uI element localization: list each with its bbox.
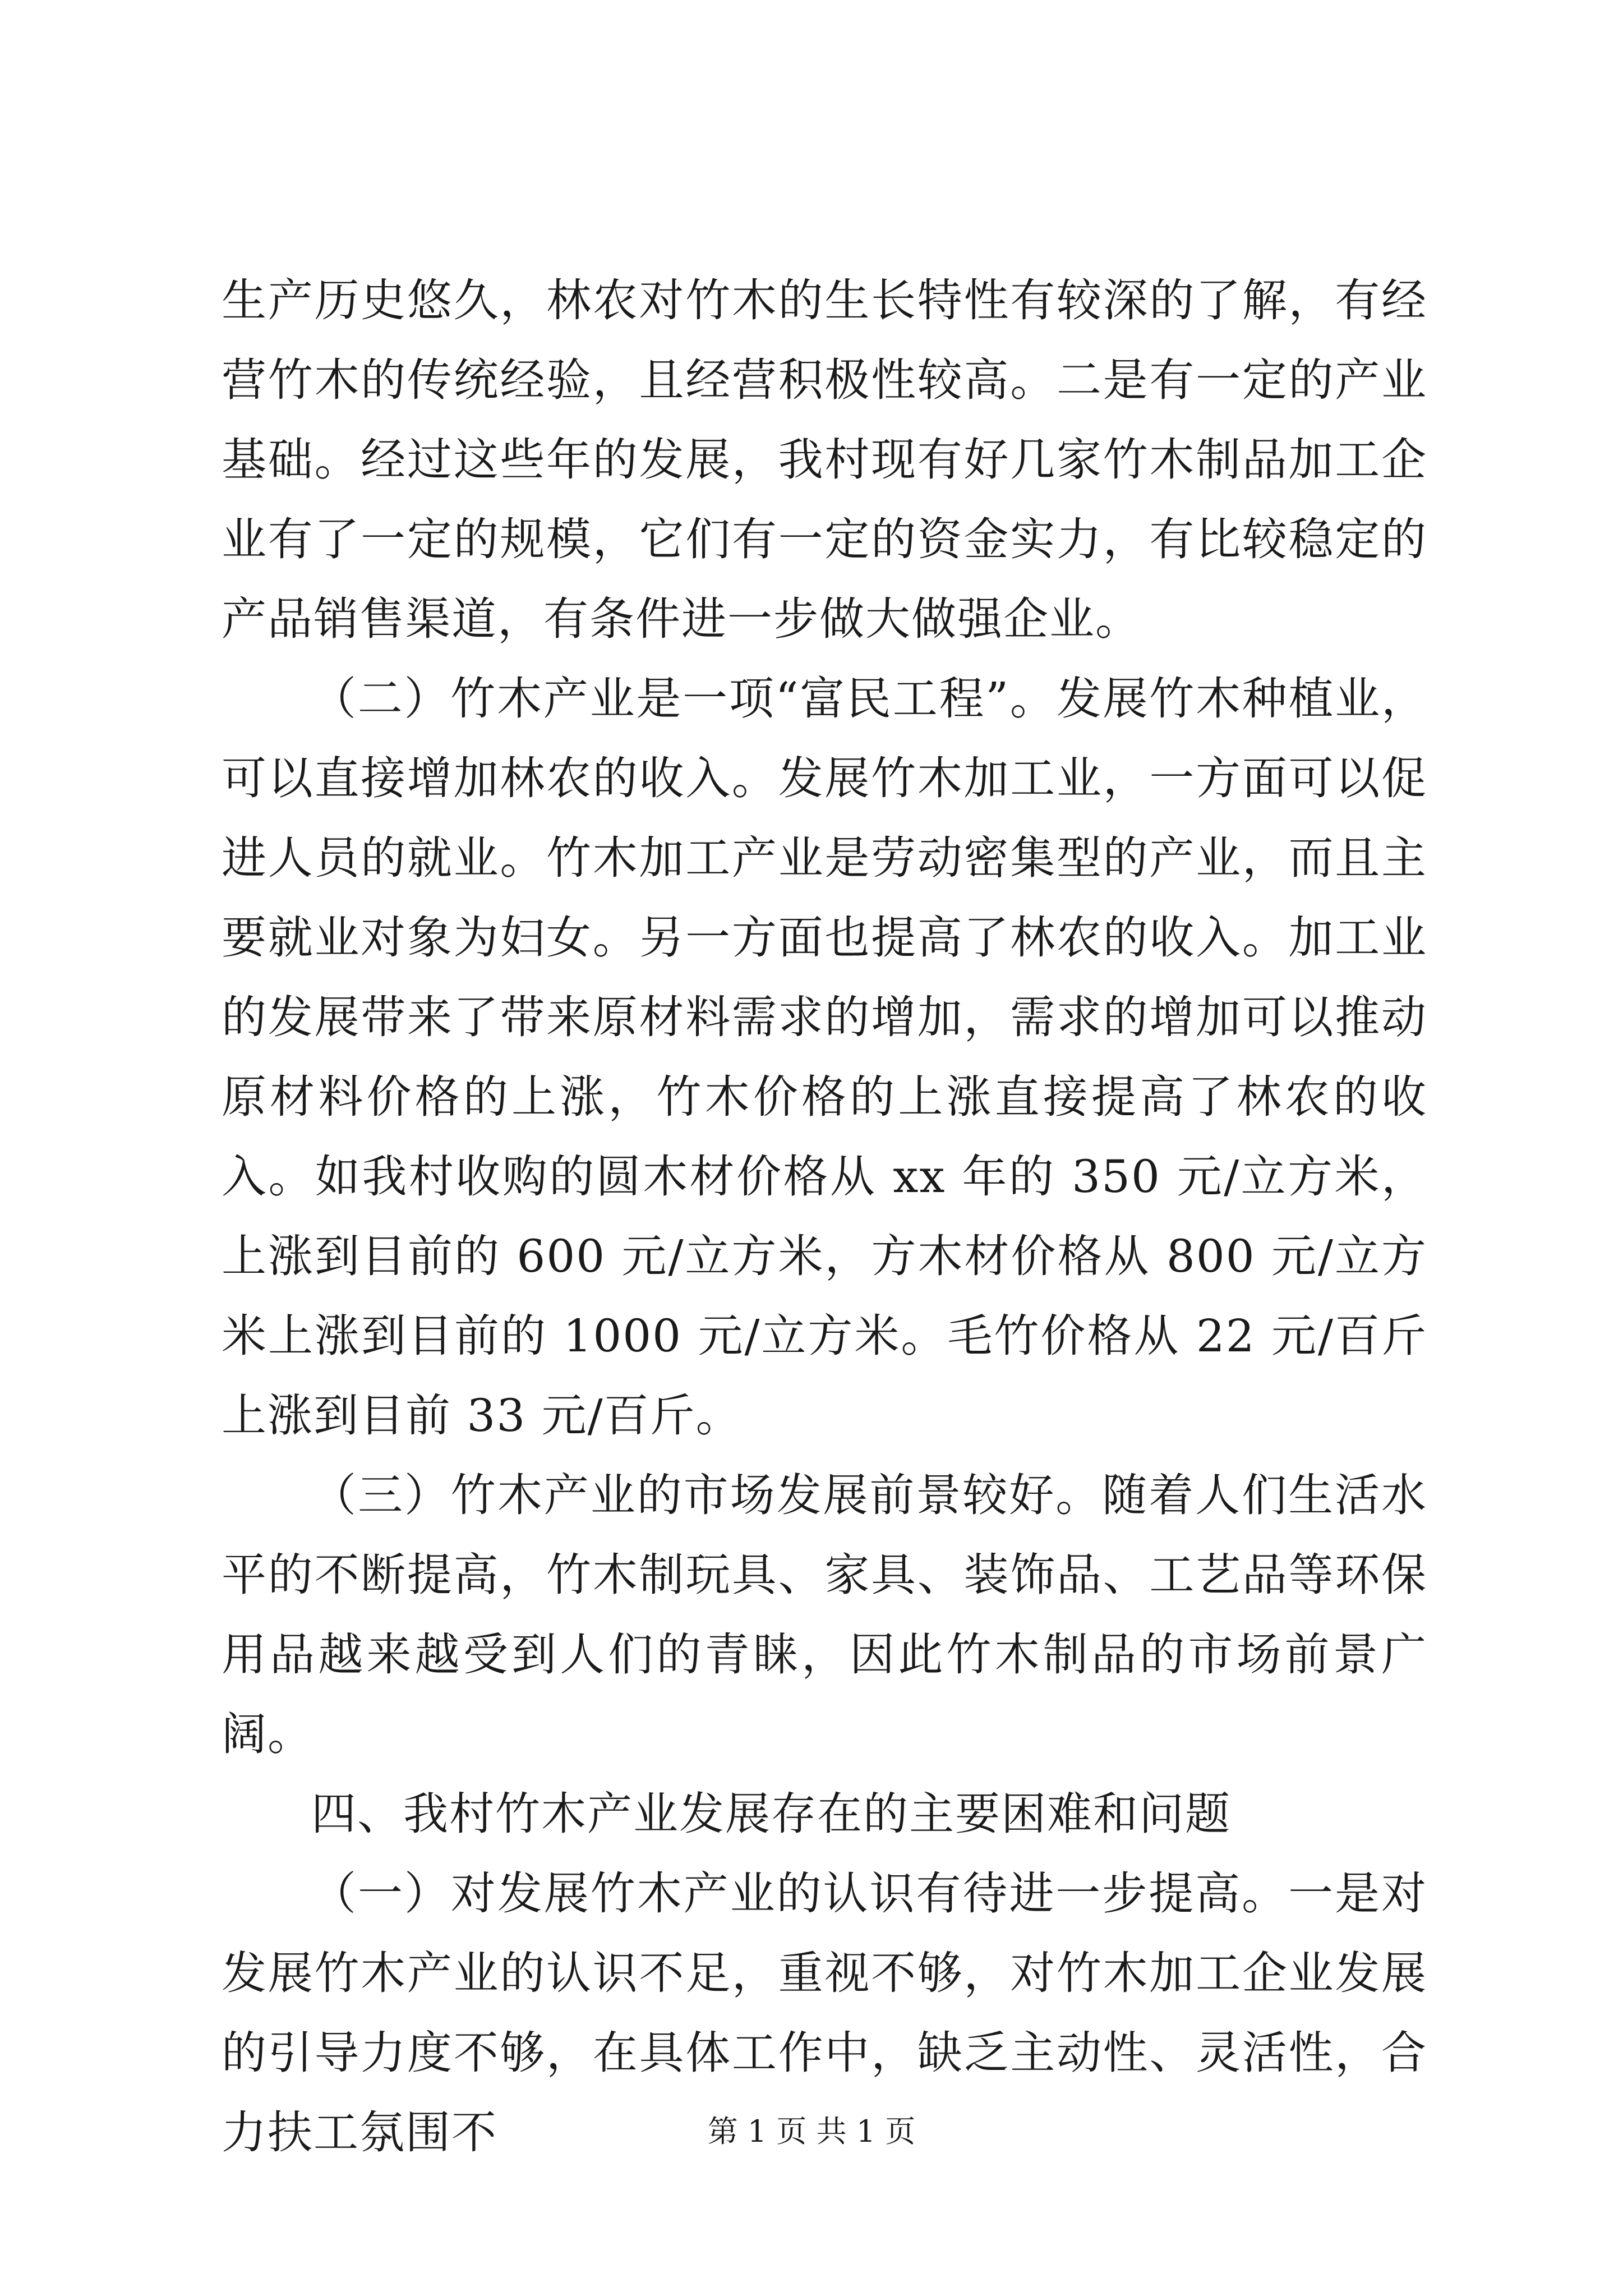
paragraph-continuation: 生产历史悠久，林农对竹木的生长特性有较深的了解，有经营竹木的传统经验，且经营积极性较高。二是有一定的产业基础。经过这些年的发展，我村现有好几家竹木制品加工企业有了一定的规模，它们有一定的资金实力，有比较稳定的产品销售渠道，有条件进一步做大做强企业。 <box>222 274 1427 645</box>
heading-section-4: 四、我村竹木产业发展存在的主要困难和问题 <box>311 1788 1231 1840</box>
paragraph-section-4-1: （一）对发展竹木产业的认识有待进一步提高。一是对发展竹木产业的认识不足，重视不够，对竹木加工企业发展的引导力度不够，在具体工作中，缺乏主动性、灵活性，合力扶工氛围不 <box>222 1867 1427 2159</box>
paragraph-section-2: （二）竹木产业是一项“富民工程”。发展竹木种植业，可以直接增加林农的收入。发展竹木加工业，一方面可以促进人员的就业。竹木加工产业是劳动密集型的产业，而且主要就业对象为妇女。另一方面也提高了林农的收入。加工业的发展带来了带来原材料需求的增加，需求的增加可以推动原材料价格的上涨，竹木价格的上涨直接提高了林农的收入。如我村收购的圆木材价格从 xx 年的 350 元/立方米，上涨到目前的 600 元/立方米，方木材价格从 800 元/立方米上涨到目前的 1000 元/立方米。毛竹价格从 22 元/百斤上涨到目前 33 元/百斤。 <box>222 673 1427 1442</box>
document-body <box>222 261 1427 2173</box>
paragraph-section-3: （三）竹木产业的市场发展前景较好。随着人们生活水平的不断提高，竹木制玩具、家具、装饰品、工艺品等环保用品越来越受到人们的青睐，因此竹木制品的市场前景广阔。 <box>222 1469 1427 1760</box>
page-footer: 第 1 页 共 1 页 <box>707 2114 916 2149</box>
